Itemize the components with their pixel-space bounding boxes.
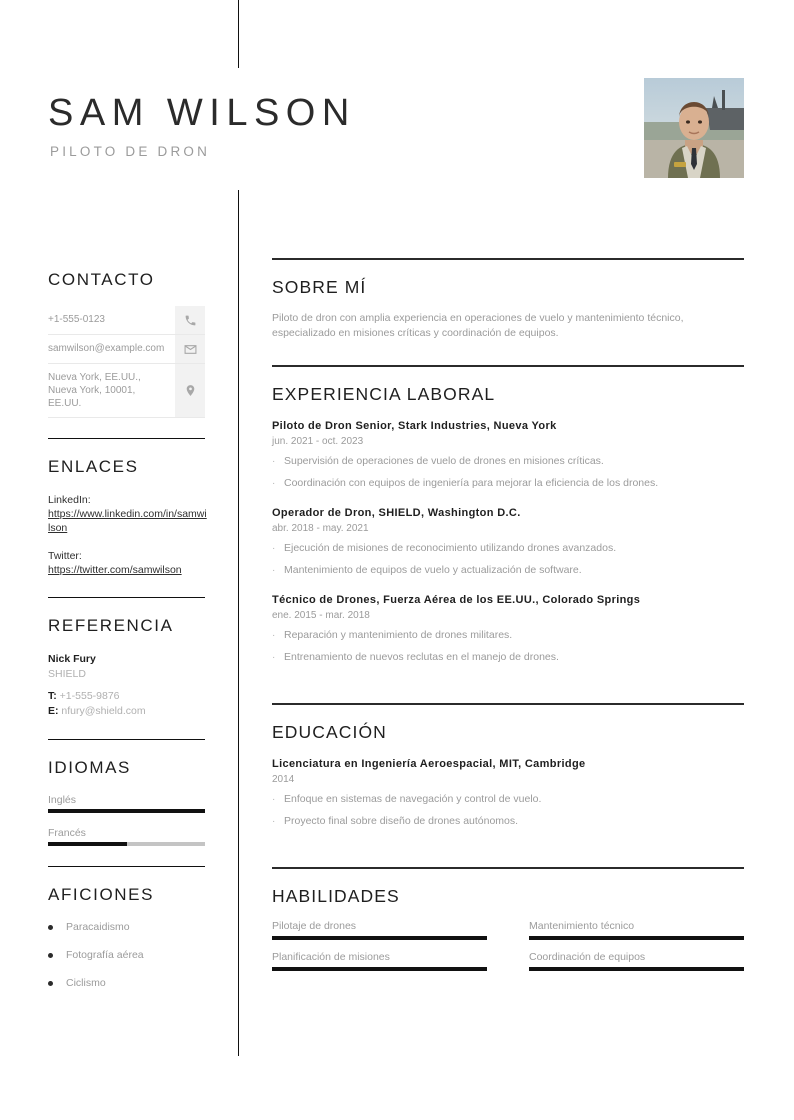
link-item-linkedin bbox=[48, 493, 208, 535]
languages-heading: IDIOMAS bbox=[48, 758, 131, 777]
vertical-divider-main bbox=[238, 190, 239, 1056]
skill-item bbox=[272, 920, 487, 940]
sidebar-section-contact bbox=[0, 270, 238, 439]
sidebar-section-reference bbox=[0, 616, 238, 740]
list-item bbox=[272, 563, 744, 578]
entry-title: Licenciatura en Ingeniería Aeroespacial, MIT, Cambridge bbox=[272, 758, 586, 770]
contact-row-address bbox=[48, 364, 205, 418]
skill-label: Coordinación de equipos bbox=[529, 951, 646, 963]
links-heading: ENLACES bbox=[48, 457, 139, 476]
skill-level-track bbox=[529, 936, 744, 940]
experience-entry bbox=[272, 418, 744, 491]
skills-heading: HABILIDADES bbox=[272, 886, 400, 906]
envelope-icon bbox=[175, 335, 205, 363]
contact-heading: CONTACTO bbox=[48, 270, 155, 289]
sidebar-divider-4 bbox=[48, 866, 205, 867]
language-level-fill bbox=[48, 842, 127, 846]
section-rule bbox=[272, 365, 744, 367]
entry-title: Piloto de Dron Senior, Stark Industries, Nueva York bbox=[272, 420, 557, 432]
contact-row-email bbox=[48, 335, 205, 364]
link-item-twitter bbox=[48, 549, 208, 577]
page-title: SAM WILSON bbox=[48, 92, 356, 134]
hobby-label: Fotografía aérea bbox=[66, 949, 144, 961]
bullet-text: Ejecución de misiones de reconocimiento utilizando drones avanzados. bbox=[284, 542, 617, 554]
language-level-track bbox=[48, 809, 205, 813]
hobbies-heading: AFICIONES bbox=[48, 885, 155, 904]
education-heading: EDUCACIÓN bbox=[272, 722, 387, 742]
resume-header bbox=[0, 78, 794, 190]
reference-phone-value: +1-555-9876 bbox=[59, 690, 120, 702]
bullet-dot-icon bbox=[48, 981, 53, 986]
reference-phone-line bbox=[48, 689, 205, 704]
linkedin-label: LinkedIn: bbox=[48, 494, 91, 506]
bullet-text: Proyecto final sobre diseño de drones autónomos. bbox=[284, 815, 519, 827]
list-item bbox=[272, 814, 744, 829]
language-name: Inglés bbox=[48, 794, 77, 806]
location-pin-icon bbox=[175, 364, 205, 417]
skill-item bbox=[529, 951, 744, 971]
experience-heading: EXPERIENCIA LABORAL bbox=[272, 384, 496, 404]
section-rule bbox=[272, 258, 744, 260]
hobby-label: Ciclismo bbox=[66, 977, 106, 989]
bullet-dot-icon: · bbox=[272, 630, 276, 641]
contact-list bbox=[48, 306, 205, 418]
contact-phone-value: +1-555-0123 bbox=[48, 314, 105, 325]
sidebar-divider-2 bbox=[48, 597, 205, 598]
list-item bbox=[272, 541, 744, 556]
contact-row-phone bbox=[48, 306, 205, 335]
entry-title: Operador de Dron, SHIELD, Washington D.C. bbox=[272, 507, 521, 519]
experience-entry bbox=[272, 505, 744, 578]
bullet-dot-icon: · bbox=[272, 456, 276, 467]
entry-date: jun. 2021 - oct. 2023 bbox=[272, 436, 364, 447]
spacer bbox=[272, 679, 744, 703]
phone-icon bbox=[175, 306, 205, 334]
language-item-ingles bbox=[48, 794, 205, 813]
education-entry bbox=[272, 756, 744, 829]
bullet-dot-icon: · bbox=[272, 816, 276, 827]
skill-level-fill bbox=[529, 936, 744, 940]
about-text: Piloto de dron con amplia experiencia en operaciones de vuelo y mantenimiento técnico, especializado en misiones críticas y coordinación de equipos. bbox=[272, 312, 684, 339]
twitter-url[interactable]: https://twitter.com/samwilson bbox=[48, 564, 182, 576]
vertical-divider-top bbox=[238, 0, 239, 68]
entry-title: Técnico de Drones, Fuerza Aérea de los EE.UU., Colorado Springs bbox=[272, 594, 641, 606]
skill-item bbox=[272, 951, 487, 971]
reference-email-label: E: bbox=[48, 705, 59, 717]
reference-email-value: nfury@shield.com bbox=[61, 705, 146, 717]
main-column bbox=[272, 258, 744, 971]
about-heading: SOBRE MÍ bbox=[272, 277, 367, 297]
sidebar-divider-3 bbox=[48, 739, 205, 740]
list-item bbox=[48, 949, 205, 961]
skill-label: Planificación de misiones bbox=[272, 951, 390, 963]
contact-address-value: Nueva York, EE.UU., Nueva York, 10001, EE.UU. bbox=[48, 372, 141, 409]
reference-org: SHIELD bbox=[48, 668, 86, 680]
bullet-text: Mantenimiento de equipos de vuelo y actualización de software. bbox=[284, 564, 582, 576]
bullet-dot-icon bbox=[48, 925, 53, 930]
sidebar-section-hobbies bbox=[0, 885, 238, 989]
language-item-frances bbox=[48, 827, 205, 846]
section-experience bbox=[272, 365, 744, 665]
linkedin-url[interactable]: https://www.linkedin.com/in/samwilson bbox=[48, 508, 207, 534]
list-item bbox=[48, 977, 205, 989]
experience-entry bbox=[272, 592, 744, 665]
entry-date: 2014 bbox=[272, 774, 295, 785]
contact-email-value: samwilson@example.com bbox=[48, 343, 165, 354]
sidebar-section-links bbox=[0, 457, 238, 598]
bullet-dot-icon: · bbox=[272, 652, 276, 663]
skill-item bbox=[529, 920, 744, 940]
spacer bbox=[272, 341, 744, 365]
avatar bbox=[644, 78, 744, 178]
reference-phone-label: T: bbox=[48, 690, 57, 702]
list-item bbox=[272, 628, 744, 643]
skill-level-track bbox=[272, 967, 487, 971]
skill-label: Mantenimiento técnico bbox=[529, 920, 635, 932]
spacer bbox=[272, 843, 744, 867]
list-item bbox=[272, 476, 744, 491]
language-level-track bbox=[48, 842, 205, 846]
section-skills bbox=[272, 867, 744, 971]
list-item bbox=[272, 792, 744, 807]
list-item bbox=[272, 454, 744, 469]
entry-date: abr. 2018 - may. 2021 bbox=[272, 523, 369, 534]
bullet-text: Enfoque en sistemas de navegación y control de vuelo. bbox=[284, 793, 542, 805]
list-item bbox=[48, 921, 205, 933]
bullet-dot-icon: · bbox=[272, 543, 276, 554]
bullet-text: Entrenamiento de nuevos reclutas en el manejo de drones. bbox=[284, 651, 559, 663]
sidebar-section-languages bbox=[0, 758, 238, 867]
bullet-dot-icon: · bbox=[272, 794, 276, 805]
sidebar-divider-1 bbox=[48, 438, 205, 439]
hobby-label: Paracaidismo bbox=[66, 921, 130, 933]
skill-level-fill bbox=[272, 936, 487, 940]
bullet-dot-icon: · bbox=[272, 478, 276, 489]
sidebar bbox=[0, 270, 238, 1005]
skill-label: Pilotaje de drones bbox=[272, 920, 357, 932]
skills-grid bbox=[272, 920, 744, 971]
bullet-dot-icon: · bbox=[272, 565, 276, 576]
reference-email-line bbox=[48, 704, 205, 719]
section-rule bbox=[272, 867, 744, 869]
reference-name: Nick Fury bbox=[48, 653, 96, 665]
skill-level-track bbox=[529, 967, 744, 971]
list-item bbox=[272, 650, 744, 665]
language-level-fill bbox=[48, 809, 205, 813]
bullet-text: Coordinación con equipos de ingeniería para mejorar la eficiencia de los drones. bbox=[284, 477, 659, 489]
bullet-dot-icon bbox=[48, 953, 53, 958]
language-name: Francés bbox=[48, 827, 86, 839]
twitter-label: Twitter: bbox=[48, 550, 82, 562]
reference-heading: REFERENCIA bbox=[48, 616, 174, 635]
section-education bbox=[272, 703, 744, 829]
section-rule bbox=[272, 703, 744, 705]
bullet-text: Reparación y mantenimiento de drones militares. bbox=[284, 629, 513, 641]
section-about bbox=[272, 258, 744, 341]
bullet-text: Supervisión de operaciones de vuelo de drones en misiones críticas. bbox=[284, 455, 604, 467]
job-role-subtitle: PILOTO DE DRON bbox=[50, 144, 211, 159]
skill-level-fill bbox=[272, 967, 487, 971]
skill-level-track bbox=[272, 936, 487, 940]
entry-date: ene. 2015 - mar. 2018 bbox=[272, 610, 370, 621]
skill-level-fill bbox=[529, 967, 744, 971]
